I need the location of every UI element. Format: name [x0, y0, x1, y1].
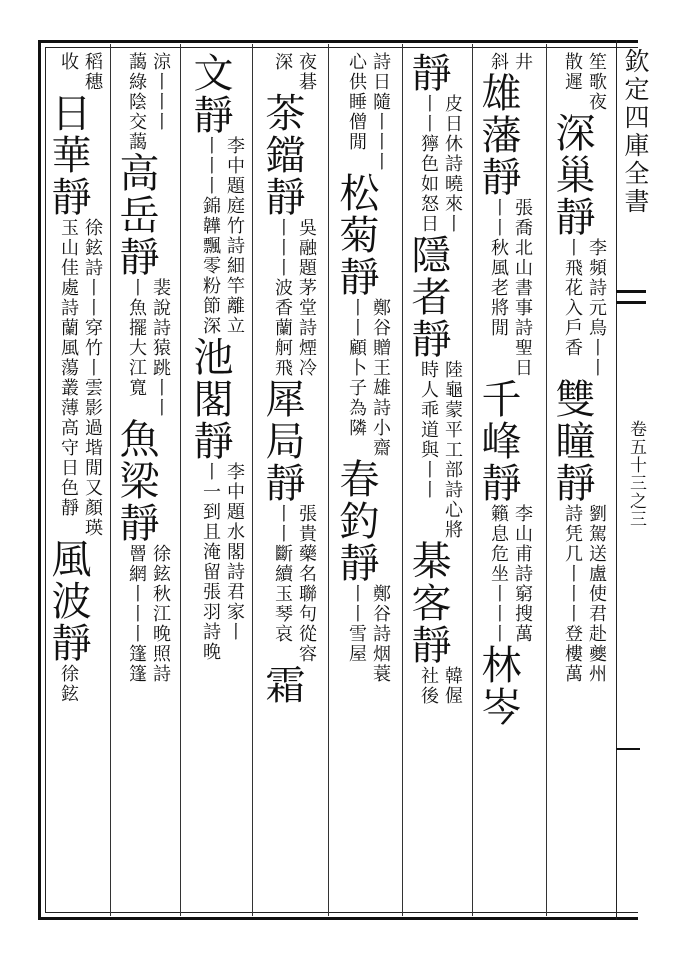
entry-heading: 茶鐺靜	[259, 92, 305, 218]
annotation-pair	[270, 52, 318, 92]
entry-heading: 雄藩靜	[475, 72, 521, 198]
entry-heading: 千峰靜	[475, 378, 521, 504]
annotation-pair	[486, 504, 534, 644]
annotation-pair	[270, 504, 318, 664]
annotation-pair	[344, 52, 392, 172]
entry-heading: 林岑	[475, 644, 521, 728]
annotation-right: 鄭谷贈王雄詩小齋	[370, 298, 391, 458]
entry-heading: 深巢靜	[549, 112, 595, 238]
column-rule	[252, 44, 253, 916]
annotation-pair	[486, 52, 534, 72]
entry-heading: 風波靜	[45, 538, 91, 664]
annotation-left: 丨丨秋風老將閒	[488, 198, 509, 338]
annotation-right: 李頻詩元鳥丨丨	[586, 238, 607, 378]
annotation-right: 李中題庭竹詩細竿離立	[224, 136, 245, 336]
annotation-left: 心供睡僧閒	[346, 52, 367, 152]
spine-volume: 卷五十三之三	[626, 420, 646, 528]
text-column-7	[113, 52, 172, 912]
annotation-right: 笙歌夜	[586, 52, 607, 112]
annotation-left: 丨丨丨波香蘭舸飛	[272, 218, 293, 378]
annotation-right: 夜碁	[296, 52, 317, 92]
annotation-pair	[124, 52, 172, 132]
text-column-8	[45, 52, 104, 912]
annotation-right: 韓偓	[442, 666, 463, 706]
annotation-pair	[270, 218, 318, 378]
annotation-right: 張貴藥名聯句從容	[296, 504, 317, 664]
annotation-right: 鄭谷詩烟蓑	[370, 584, 391, 684]
spine-title: 欽定四庫全書	[621, 48, 650, 216]
annotation-right: 徐鉉秋江晚照詩	[150, 544, 171, 684]
annotation-right: 張喬北山書事詩聖日	[512, 198, 533, 378]
annotation-right: 涼丨丨丨	[150, 52, 171, 132]
entry-heading: 犀局靜	[259, 378, 305, 504]
annotation-pair	[486, 198, 534, 378]
entry-heading: 日華靜	[45, 92, 91, 218]
annotation-right: 徐鉉詩丨丨穿竹丨雲影過堦閒又顏瑛	[82, 218, 103, 538]
spine-tick	[616, 748, 640, 750]
annotation-right: 吳融題茅堂詩煙冷	[296, 218, 317, 378]
annotation-pair	[416, 666, 464, 706]
entry-heading: 雙瞳靜	[549, 378, 595, 504]
entry-heading: 池閣靜	[187, 336, 233, 462]
text-column-2	[475, 52, 534, 912]
annotation-right: 井	[512, 52, 533, 72]
annotation-pair	[560, 238, 608, 378]
annotation-left: 罾網丨丨丨篷篷	[126, 544, 147, 684]
annotation-left: 社後	[418, 666, 439, 706]
annotation-right: 藹	[126, 132, 147, 152]
annotation-left: 詩凭几丨丨丨登樓萬	[562, 504, 583, 684]
annotation-pair	[124, 132, 148, 152]
annotation-left: 藹綠陰交	[126, 52, 147, 132]
annotation-left: 丨飛花入戶香	[562, 238, 583, 358]
entry-heading: 隱者靜	[405, 234, 451, 360]
annotation-right: 徐鉉	[58, 664, 79, 704]
annotation-left: 散遲	[562, 52, 583, 92]
annotation-left: 籟息危坐丨丨丨	[488, 504, 509, 644]
annotation-pair	[344, 298, 392, 458]
annotation-left: 深	[272, 52, 293, 72]
annotation-pair	[560, 504, 608, 684]
entry-heading: 松菊靜	[333, 172, 379, 298]
annotation-right: 李中題水閣詩君家丨	[224, 462, 245, 642]
text-column-1	[549, 52, 608, 912]
spine-divider	[616, 40, 617, 920]
annotation-pair	[56, 52, 104, 92]
entry-heading: 靜	[405, 52, 451, 94]
annotation-left: 丨丨丨錦韡飄零粉節深	[200, 136, 221, 336]
annotation-right: 稻穗	[82, 52, 103, 92]
annotation-pair	[124, 278, 172, 418]
annotation-pair	[198, 462, 246, 662]
annotation-left: 收	[58, 52, 79, 72]
annotation-right: 皮日休詩曉來丨	[442, 94, 463, 234]
annotation-pair	[416, 94, 464, 234]
entry-heading: 文靜	[187, 52, 233, 136]
annotation-left: 丨丨斷續玉琴哀	[272, 504, 293, 644]
annotation-left: 斜	[488, 52, 509, 72]
fish-tail-mark	[616, 290, 646, 304]
annotation-pair	[344, 584, 392, 684]
annotation-right: 裴說詩猿跳丨丨	[150, 278, 171, 418]
text-column-5	[259, 52, 318, 912]
annotation-left: 玉山佳處詩蘭風蕩叢薄高守日色靜	[58, 218, 79, 518]
annotation-pair	[416, 360, 464, 540]
annotation-left: 丨魚擺大江寬	[126, 278, 147, 398]
annotation-left: 丨丨雪屋	[346, 584, 367, 664]
text-column-4	[333, 52, 392, 912]
text-column-6	[187, 52, 246, 912]
entry-heading: 棊客靜	[405, 540, 451, 666]
annotation-pair	[198, 136, 246, 336]
annotation-left: 時人乖道與丨丨	[418, 360, 439, 500]
annotation-pair	[56, 664, 80, 704]
annotation-pair	[124, 544, 172, 684]
entry-heading: 春釣靜	[333, 458, 379, 584]
column-rule	[180, 44, 181, 916]
annotation-right: 詩日隨丨丨丨	[370, 52, 391, 172]
annotation-left: 丨丨獰色如怒日	[418, 94, 439, 234]
annotation-left: 丨丨顧卜子為隣	[346, 298, 367, 438]
annotation-right: 劉駕送盧使君赴夔州	[586, 504, 607, 684]
text-column-3	[405, 52, 464, 912]
annotation-left: 丨一到且淹留張羽詩晚	[200, 462, 221, 662]
annotation-pair	[560, 52, 608, 112]
entry-heading: 魚梁靜	[113, 418, 159, 544]
entry-heading: 高岳靜	[113, 152, 159, 278]
column-rule	[328, 44, 329, 916]
annotation-pair	[56, 218, 104, 538]
annotation-right: 李山甫詩窮搜萬	[512, 504, 533, 644]
entry-heading: 霜	[259, 664, 305, 706]
annotation-right: 陸龜蒙平工部詩心將	[442, 360, 463, 540]
